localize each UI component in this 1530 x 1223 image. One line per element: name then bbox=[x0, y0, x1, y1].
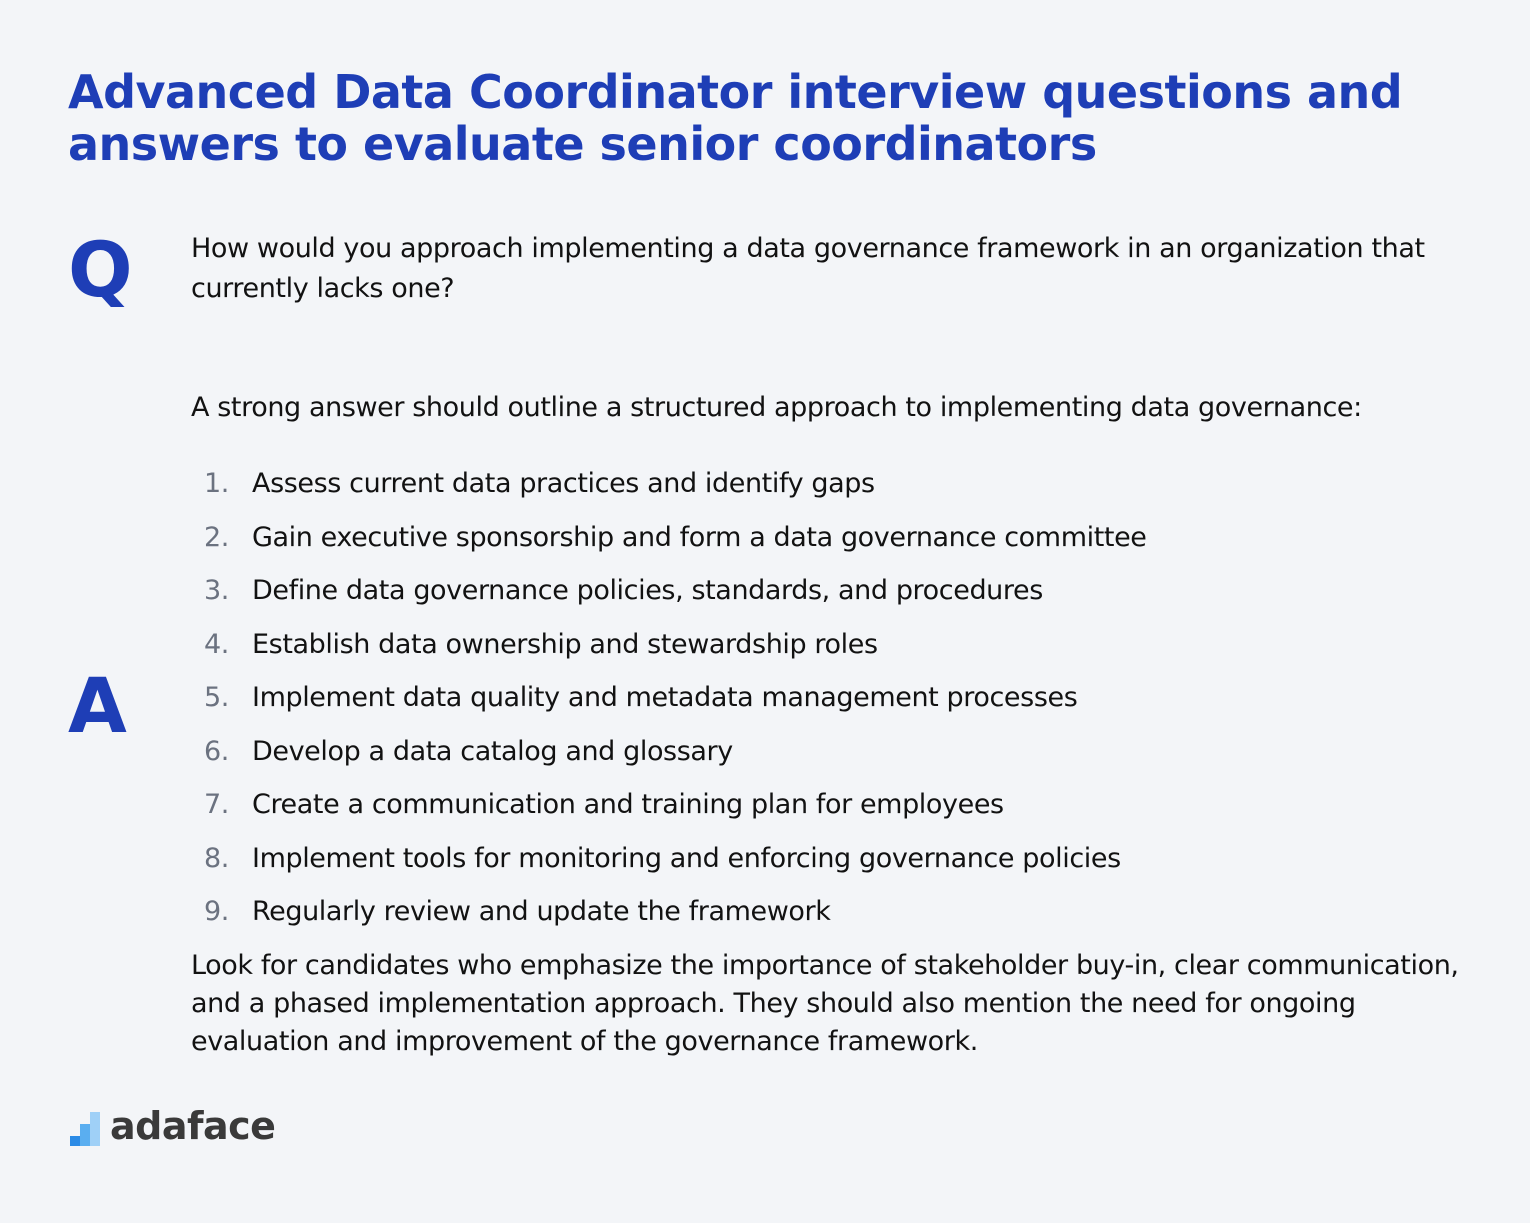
list-item bbox=[191, 785, 1471, 839]
list-item bbox=[191, 732, 1471, 786]
page-title: Advanced Data Coordinator interview questions and answers to evaluate senior coordinators bbox=[68, 65, 1403, 171]
brand-logo bbox=[70, 1106, 275, 1146]
brand-name: adaface bbox=[110, 1104, 276, 1148]
step-number: 5. bbox=[204, 682, 229, 713]
list-item bbox=[191, 625, 1471, 679]
step-text: Define data governance policies, standards, and procedures bbox=[252, 575, 1043, 606]
answer-intro: A strong answer should outline a structured approach to implementing data governance: bbox=[191, 392, 1362, 423]
step-text: Develop a data catalog and glossary bbox=[252, 735, 733, 767]
step-text: Create a communication and training plan for employees bbox=[252, 789, 1004, 820]
step-number: 8. bbox=[204, 842, 229, 874]
step-text: Regularly review and update the framework bbox=[252, 896, 831, 927]
step-text: Establish data ownership and stewardship roles bbox=[252, 628, 878, 660]
step-text: Assess current data practices and identify gaps bbox=[252, 468, 875, 499]
step-text: Gain executive sponsorship and form a data governance committee bbox=[252, 521, 1147, 553]
step-number: 3. bbox=[204, 575, 229, 606]
list-item bbox=[191, 839, 1471, 893]
list-item bbox=[191, 464, 1471, 518]
list-item bbox=[191, 571, 1471, 625]
step-text: Implement tools for monitoring and enforcing governance policies bbox=[252, 842, 1121, 874]
step-number: 9. bbox=[204, 896, 229, 927]
list-item bbox=[191, 678, 1471, 732]
step-number: 7. bbox=[204, 789, 229, 820]
question-text: How would you approach implementing a data governance framework in an organization that currently lacks one? bbox=[191, 233, 1425, 304]
answer-steps-list bbox=[191, 464, 1471, 946]
step-number: 4. bbox=[204, 628, 229, 660]
step-text: Implement data quality and metadata management processes bbox=[252, 682, 1078, 713]
question-marker: Q bbox=[68, 225, 133, 314]
step-number: 2. bbox=[204, 521, 229, 553]
step-number: 6. bbox=[204, 735, 229, 767]
bar-chart-logo-icon bbox=[70, 1110, 102, 1146]
list-item bbox=[191, 892, 1471, 946]
step-number: 1. bbox=[204, 468, 229, 499]
answer-marker: A bbox=[68, 661, 127, 750]
answer-conclusion: Look for candidates who emphasize the importance of stakeholder buy-in, clear communication, and a phased implementation approach. They should also mention the need for ongoing evaluation and improvement of the governance framework. bbox=[191, 950, 1459, 1057]
list-item bbox=[191, 518, 1471, 572]
